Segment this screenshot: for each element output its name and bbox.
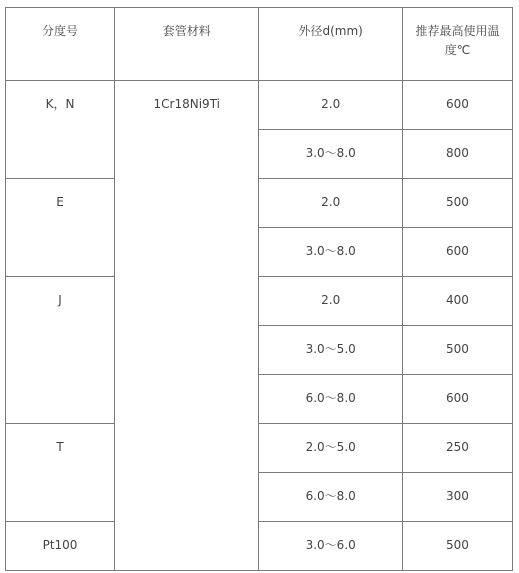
header-row (6, 8, 513, 81)
max-temp-cell: 800 (402, 130, 512, 179)
diameter-cell: 2.0 (259, 179, 402, 228)
diameter-cell: 6.0～8.0 (259, 473, 402, 522)
header-sheath-material: 套管材料 (115, 8, 259, 81)
table-row (6, 424, 513, 473)
max-temp-cell: 500 (402, 326, 512, 375)
max-temp-cell: 600 (402, 375, 512, 424)
diameter-cell: 2.0 (259, 277, 402, 326)
max-temp-cell: 500 (402, 179, 512, 228)
sheath-material-cell: 1Cr18Ni9Ti (115, 81, 259, 571)
table-row (6, 179, 513, 228)
header-outer-diameter: 外径d(mm) (259, 8, 402, 81)
designation-cell: E (6, 179, 115, 277)
header-designation: 分度号 (6, 8, 115, 81)
designation-cell: J (6, 277, 115, 424)
table-row (6, 81, 513, 130)
diameter-cell: 3.0～5.0 (259, 326, 402, 375)
designation-cell: T (6, 424, 115, 522)
designation-cell: K，N (6, 81, 115, 179)
table-row (6, 277, 513, 326)
diameter-cell: 2.0 (259, 81, 402, 130)
diameter-cell: 6.0～8.0 (259, 375, 402, 424)
diameter-cell: 3.0～8.0 (259, 130, 402, 179)
max-temp-cell: 600 (402, 228, 512, 277)
max-temp-cell: 500 (402, 522, 512, 571)
diameter-cell: 3.0～8.0 (259, 228, 402, 277)
max-temp-cell: 250 (402, 424, 512, 473)
designation-cell: Pt100 (6, 522, 115, 571)
diameter-cell: 2.0～5.0 (259, 424, 402, 473)
header-max-temperature: 推荐最高使用温度℃ (402, 8, 512, 81)
max-temp-cell: 400 (402, 277, 512, 326)
max-temp-cell: 600 (402, 81, 512, 130)
table-row (6, 522, 513, 571)
diameter-cell: 3.0～6.0 (259, 522, 402, 571)
spec-table (5, 7, 513, 571)
max-temp-cell: 300 (402, 473, 512, 522)
